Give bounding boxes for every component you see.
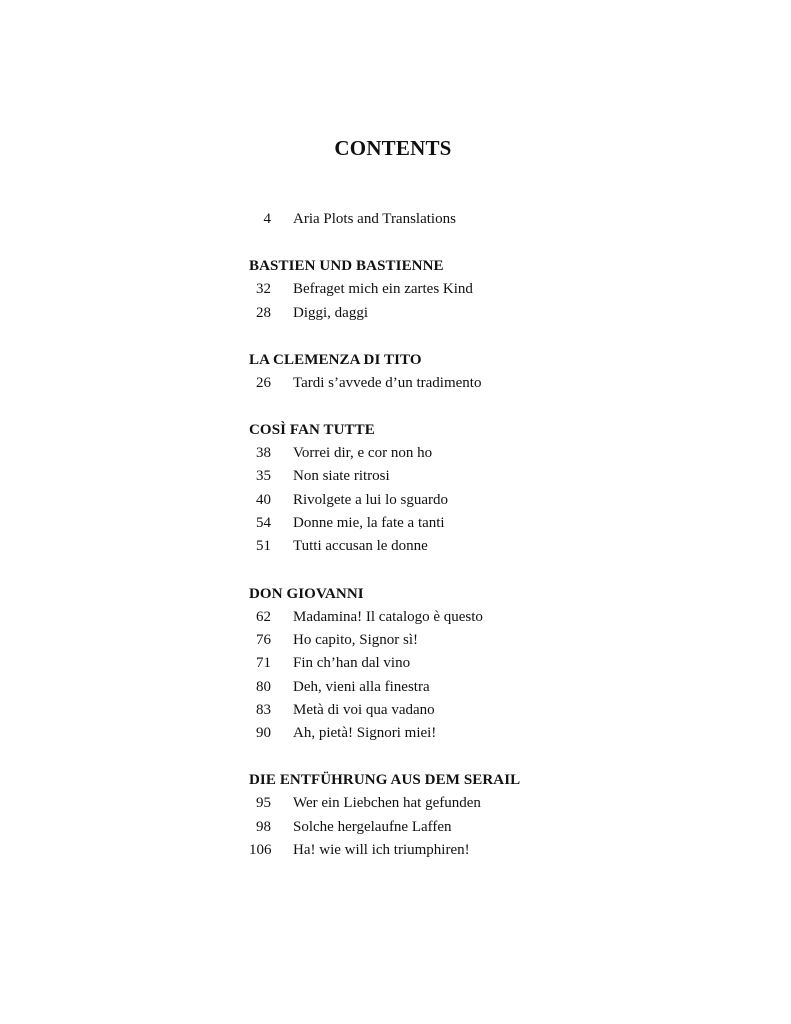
page-number: 106 — [249, 842, 272, 859]
toc-entry — [249, 606, 649, 629]
toc-entry — [249, 442, 649, 465]
aria-title: Vorrei dir, e cor non ho — [293, 445, 433, 462]
toc-entry — [249, 489, 649, 512]
page-number: 80 — [256, 678, 271, 695]
table-of-contents — [249, 208, 649, 862]
page-title: CONTENTS — [334, 136, 452, 160]
toc-entry — [249, 208, 649, 231]
aria-title: Wer ein Liebchen hat gefunden — [293, 795, 481, 812]
page-number: 40 — [256, 491, 271, 508]
entry-title: Aria Plots and Translations — [293, 211, 456, 227]
page-number: 32 — [256, 281, 271, 298]
page-number: 54 — [256, 515, 271, 532]
aria-title: Tardi s’avvede d’un tradimento — [293, 374, 482, 391]
page-number: 26 — [256, 374, 271, 391]
aria-title: Solche hergelaufne Laffen — [293, 818, 452, 835]
toc-entry — [249, 302, 649, 325]
opera-heading: DIE ENTFÜHRUNG AUS DEM SERAIL — [249, 772, 521, 789]
page-number: 38 — [256, 445, 271, 462]
toc-entry — [249, 652, 649, 675]
aria-title: Fin ch’han dal vino — [293, 655, 411, 672]
page-number: 62 — [256, 608, 271, 625]
toc-entry — [249, 676, 649, 699]
aria-title: Rivolgete a lui lo sguardo — [293, 491, 448, 508]
page-number: 90 — [256, 725, 271, 742]
toc-entry — [249, 278, 649, 301]
toc-entry — [249, 629, 649, 652]
aria-title: Ah, pietà! Signori miei! — [293, 725, 437, 742]
toc-entry — [249, 699, 649, 722]
page-number: 71 — [256, 655, 271, 672]
toc-entry — [249, 816, 649, 839]
aria-title: Madamina! Il catalogo è questo — [293, 608, 483, 625]
page-number: 98 — [256, 818, 271, 835]
aria-title: Non siate ritrosi — [293, 468, 390, 485]
toc-entry — [249, 792, 649, 815]
page-number: 95 — [256, 795, 271, 812]
toc-entry — [249, 372, 649, 395]
toc-entry — [249, 535, 649, 558]
opera-section — [249, 768, 649, 862]
opera-section — [249, 254, 649, 325]
toc-entry — [249, 512, 649, 535]
opera-heading: BASTIEN UND BASTIENNE — [249, 258, 444, 275]
aria-title: Ha! wie will ich triumphiren! — [293, 842, 470, 859]
aria-title: Diggi, daggi — [293, 304, 368, 321]
opera-section — [249, 582, 649, 746]
opera-heading: LA CLEMENZA DI TITO — [249, 351, 422, 368]
opera-heading: DON GIOVANNI — [249, 585, 364, 602]
aria-title: Deh, vieni alla finestra — [293, 678, 430, 695]
aria-title: Ho capito, Signor sì! — [293, 631, 418, 648]
page-number: 76 — [256, 631, 271, 648]
opera-heading: COSÌ FAN TUTTE — [249, 422, 375, 439]
toc-entry — [249, 465, 649, 488]
page-number: 83 — [256, 701, 271, 718]
page-number: 35 — [256, 468, 271, 485]
aria-title: Befraget mich ein zartes Kind — [293, 281, 473, 298]
toc-entry — [249, 722, 649, 745]
page-number: 51 — [256, 538, 271, 555]
opera-section — [249, 418, 649, 558]
toc-entry — [249, 839, 649, 862]
page-number: 4 — [263, 211, 271, 227]
aria-title: Donne mie, la fate a tanti — [293, 515, 445, 532]
opera-section — [249, 348, 649, 395]
intro-section — [249, 208, 649, 231]
page-number: 28 — [256, 304, 271, 321]
aria-title: Tutti accusan le donne — [293, 538, 428, 555]
aria-title: Metà di voi qua vadano — [293, 701, 435, 718]
